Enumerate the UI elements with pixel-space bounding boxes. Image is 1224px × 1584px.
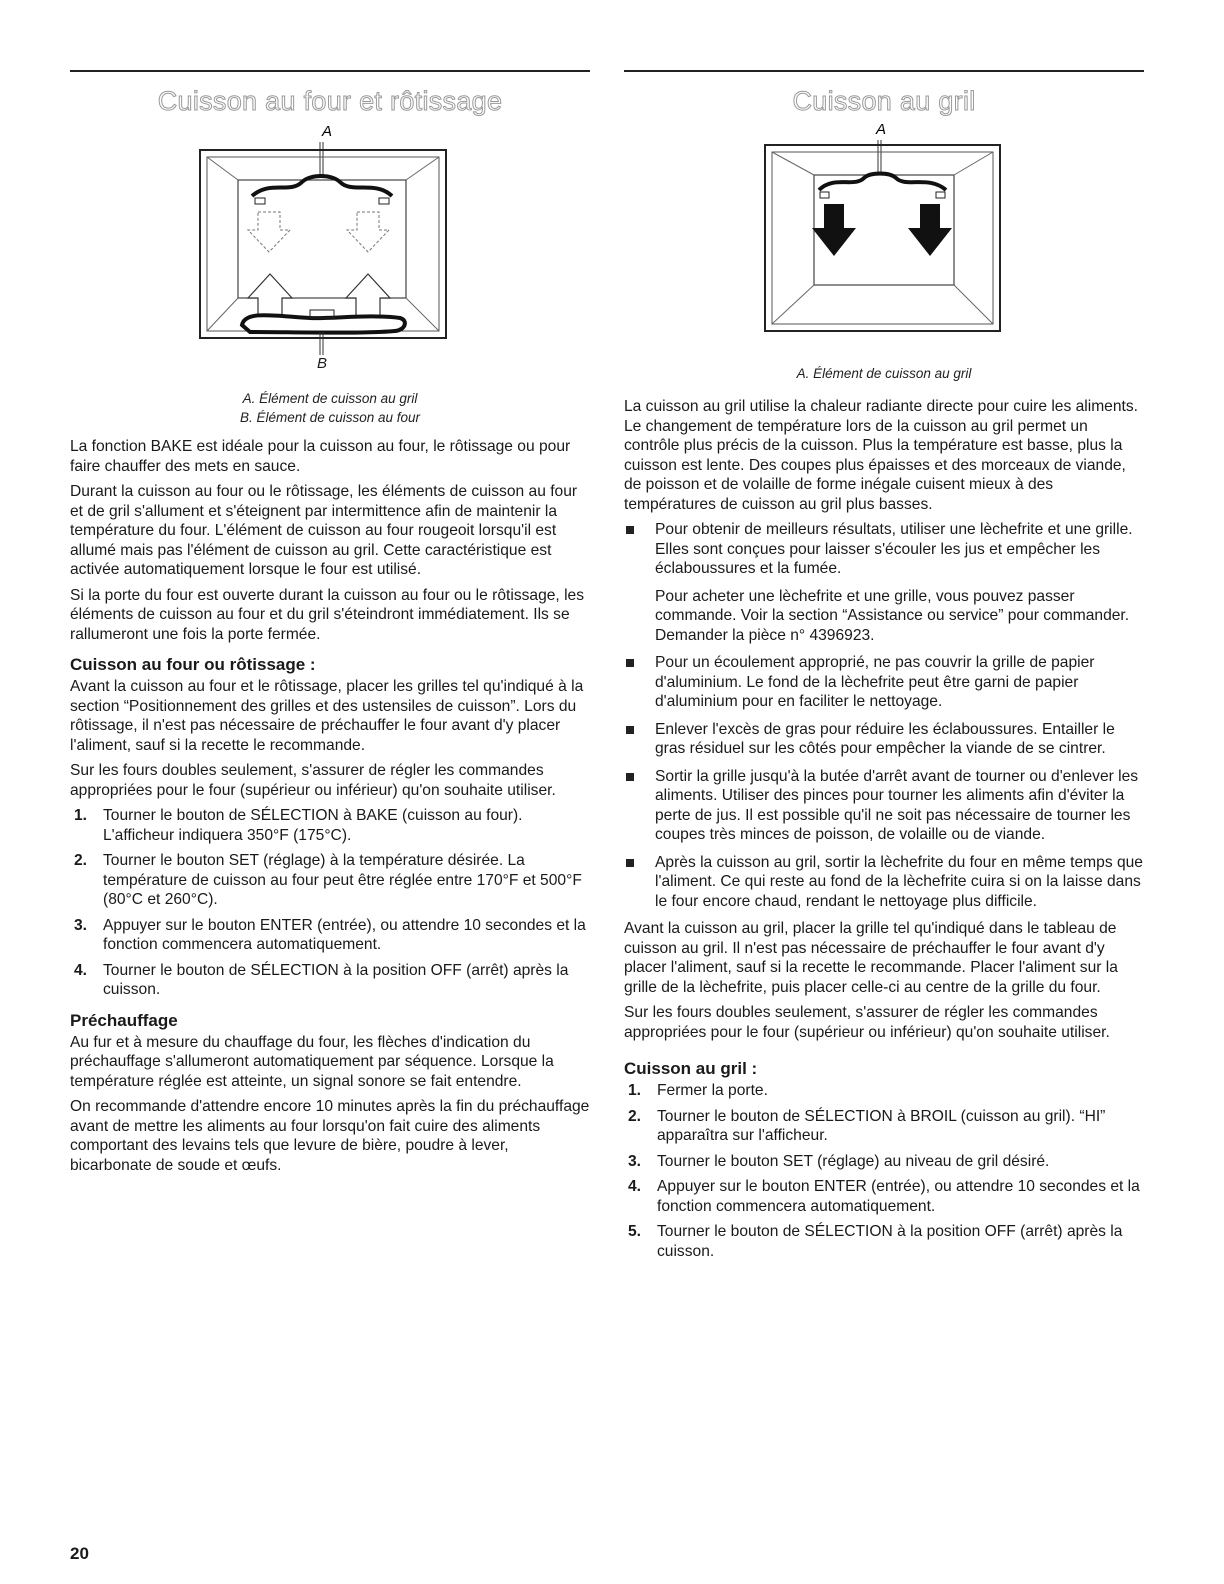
body-paragraph: Durant la cuisson au four ou le rôtissage, les éléments de cuisson au four et de gril s'allument et s'éteignent par intermittence afin de maintenir la température du four. L'élément de cuisson au four rougeoit lorsqu'il est allumé mais pas l'élément de cuisson au gril. Cette caractéristique est activée automatiquement lorsque le four est utilisé. — [70, 483, 578, 578]
step-text: Tourner le bouton de SÉLECTION à BAKE (cuisson au four). L'afficheur indiquera 350°F (175°C). — [103, 807, 523, 844]
broil-oven-figure — [624, 120, 1144, 358]
bake-heading: Cuisson au four ou rôtissage : — [70, 655, 316, 674]
body-paragraph: Avant la cuisson au gril, placer la grille tel qu'indiqué dans le tableau de cuisson au gril. Il n'est pas nécessaire de préchauffer le four avant d'y placer l'aliment, sauf si la recette le recommande. Placer l'aliment sur la grille de la lèchefrite, puis placer celle-ci au centre de la grille du four. — [624, 920, 1118, 996]
step-number: 4. — [628, 1178, 642, 1195]
body-paragraph: La fonction BAKE est idéale pour la cuisson au four, le rôtissage ou pour faire chauffer des mets en sauce. — [70, 438, 571, 475]
step-text: Tourner le bouton de SÉLECTION à la position OFF (arrêt) après la cuisson. — [103, 961, 569, 998]
broil-tips-list — [624, 520, 1144, 579]
list-item — [624, 853, 1144, 912]
step-text: Tourner le bouton SET (réglage) à la température désirée. La température de cuisson au four peut être réglée entre 170°F et 500°F (80°C et 260°C). — [103, 852, 582, 908]
body-paragraph: Au fur et à mesure du chauffage du four, les flèches d'indication du préchauffage s'allumeront automatiquement par séquence. Lorsque la température réglée est atteinte, un signal sonore se fait entendre. — [70, 1033, 554, 1090]
list-item — [624, 1152, 1144, 1172]
bullet-text: Pour obtenir de meilleurs résultats, utiliser une lèchefrite et une grille. Elles sont conçues pour laisser s'écouler les jus et empêcher les éclaboussures et la fumée. — [655, 521, 1133, 577]
oven-broil-illustration — [624, 120, 1144, 358]
list-item — [624, 720, 1144, 759]
step-number: 3. — [74, 916, 88, 934]
body-paragraph: Avant la cuisson au four et le rôtissage, placer les grilles tel qu'indiqué à la section “Positionnement des grilles et des ustensiles de cuisson”. Lors du rôtissage, il n'est pas nécessaire de préchauffer le four avant d'y placer l'aliment, sauf si la recette le recommande. — [70, 678, 584, 754]
bullet-square-icon — [626, 773, 634, 781]
bullet-text: Pour un écoulement approprié, ne pas couvrir la grille de papier d'aluminium. Le fond de la lèchefrite peut être garni de papier d'aluminium pour en faciliter le nettoyage. — [655, 654, 1095, 710]
broil-element-shape — [252, 176, 392, 196]
body-paragraph: La cuisson au gril utilise la chaleur radiante directe pour cuire les aliments. Le changement de température lors de la cuisson au gril permet un contrôle plus précis de la cuisson. Plus la température est basse, plus la cuisson est lente. Des coupes plus épaisses et des morceaux de viande, de poisson et de volaille de forme inégale cuisent mieux à des températures de cuisson au gril plus basses. — [624, 398, 1138, 513]
list-item — [624, 1107, 1144, 1146]
bake-oven-figure — [70, 120, 590, 355]
list-item — [624, 1177, 1144, 1216]
step-text: Appuyer sur le bouton ENTER (entrée), ou attendre 10 secondes et la fonction commencera automatiquement. — [657, 1178, 1140, 1215]
left-column — [70, 70, 590, 1181]
list-item — [70, 916, 590, 955]
list-item — [624, 1081, 1144, 1101]
list-item — [70, 961, 590, 1000]
step-text: Appuyer sur le bouton ENTER (entrée), ou attendre 10 secondes et la fonction commencera automatiquement. — [103, 916, 586, 953]
list-item — [624, 1222, 1144, 1261]
bullet-square-icon — [626, 859, 634, 867]
bullet-square-icon — [626, 726, 634, 734]
figure-caption-a: A. Élément de cuisson au gril — [242, 391, 418, 406]
body-paragraph: Sur les fours doubles seulement, s'assurer de régler les commandes appropriées pour le four (supérieur ou inférieur) qu'on souhaite utiliser. — [70, 762, 556, 799]
preheat-heading: Préchauffage — [70, 1010, 178, 1030]
step-text: Tourner le bouton de SÉLECTION à BROIL (cuisson au gril). “HI” apparaîtra sur l'afficheur. — [657, 1107, 1106, 1144]
page-number: 20 — [70, 1544, 89, 1563]
figure-label-a: A — [322, 123, 333, 140]
step-text: Tourner le bouton de SÉLECTION à la position OFF (arrêt) après la cuisson. — [657, 1223, 1123, 1260]
list-item — [70, 851, 590, 910]
list-item — [624, 767, 1144, 845]
step-number: 2. — [74, 852, 88, 869]
list-item — [624, 520, 1144, 579]
bullet-square-icon — [626, 526, 634, 534]
figure-label-b: B — [317, 355, 328, 372]
figure-caption-b: B. Élément de cuisson au four — [239, 410, 421, 425]
section-rule — [624, 70, 1144, 72]
step-number: 3. — [628, 1152, 642, 1170]
section-rule — [70, 70, 590, 72]
body-paragraph: On recommande d'attendre encore 10 minutes après la fin du préchauffage avant de mettre les aliments au four lorsqu'on fait cuire des aliments comportant des levains tels que levure de bière, poudre à lever, bicarbonate de soude et œufs. — [70, 1098, 590, 1174]
right-column — [624, 70, 1144, 1267]
step-number: 1. — [628, 1082, 642, 1099]
step-number: 5. — [628, 1223, 642, 1240]
bake-steps-list — [70, 806, 590, 1000]
step-text: Fermer la porte. — [657, 1082, 768, 1099]
step-number: 2. — [628, 1107, 642, 1125]
bullet-text: Sortir la grille jusqu'à la butée d'arrêt avant de tourner ou d'enlever les aliments. Utiliser des pinces pour tourner les aliments afin d'éviter la perte de jus. Il est possible qu'il ne soit pas nécessaire de tourner les coupes très minces de poisson, de volaille ou de viande. — [655, 767, 1139, 843]
bullet-text: Après la cuisson au gril, sortir la lèchefrite du four en même temps que l'aliment. Ce qui reste au fond de la lèchefrite cuira si on la laisse dans le four encore chaud, rendant le nettoyage plus difficile. — [655, 853, 1143, 910]
section-title-bake: Cuisson au four et rôtissage — [157, 86, 503, 116]
body-paragraph: Si la porte du four est ouverte durant la cuisson au four ou le rôtissage, les éléments de cuisson au four et du gril s'éteindront immédiatement. Ils se rallumeront une fois la porte fermée. — [70, 586, 585, 643]
body-paragraph: Sur les fours doubles seulement, s'assurer de régler les commandes appropriées pour le four (supérieur ou inférieur) qu'on souhaite utiliser. — [624, 1004, 1110, 1041]
bullet-sub-paragraph: Pour acheter une lèchefrite et une grille, vous pouvez passer commande. Voir la section “Assistance ou service” pour commander. Demander la pièce n° 4396923. — [655, 587, 1130, 644]
step-text: Tourner le bouton SET (réglage) au niveau de gril désiré. — [657, 1152, 1050, 1170]
section-title-broil: Cuisson au gril — [792, 86, 976, 116]
broil-heading: Cuisson au gril : — [624, 1059, 758, 1078]
step-number: 4. — [74, 961, 88, 979]
bullet-text: Enlever l'excès de gras pour réduire les éclaboussures. Entailler le gras résiduel sur les côtés pour empêcher la viande de se cintrer. — [655, 720, 1115, 757]
broil-tips-list — [624, 653, 1144, 911]
list-item — [70, 806, 590, 845]
figure-caption-a: A. Élément de cuisson au gril — [796, 366, 972, 381]
figure-label-a: A — [876, 121, 887, 138]
oven-bake-illustration — [70, 120, 590, 355]
broil-steps-list — [624, 1081, 1144, 1261]
bullet-square-icon — [626, 659, 634, 667]
list-item — [624, 653, 1144, 712]
step-number: 1. — [74, 807, 88, 824]
broil-element-shape — [819, 174, 946, 191]
